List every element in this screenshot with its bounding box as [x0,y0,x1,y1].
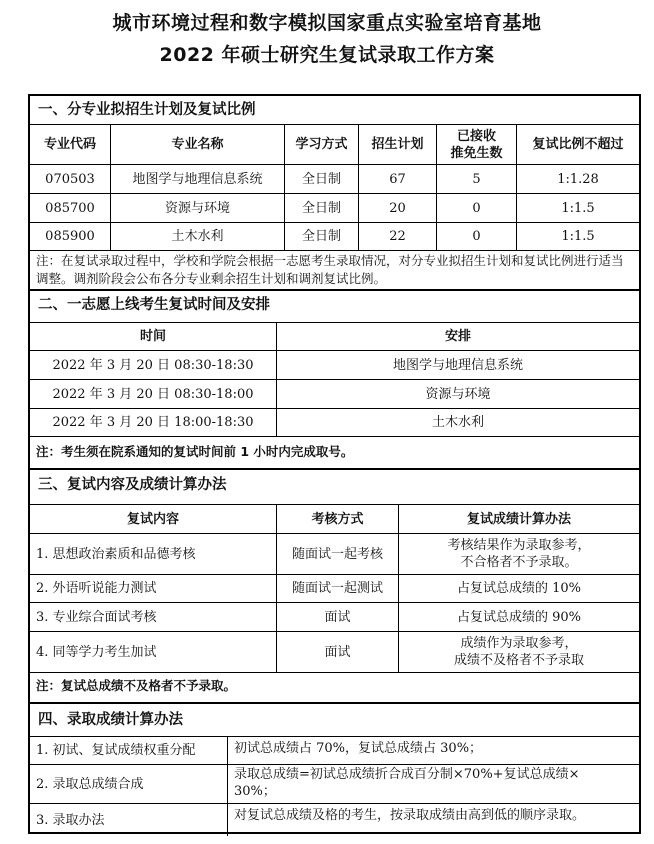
table-cell: 土木水利 [110,223,284,250]
header-cell: 复试成绩计算办法 [398,505,639,533]
table-cell: 1:1.28 [516,165,639,193]
section-title: 四、录取成绩计算办法 [38,712,183,728]
section-title: 一、分专业拟招生计划及复试比例 [38,102,256,118]
table-row [30,574,639,602]
table-cell: 4. 同等学力考生加试 [36,644,157,660]
header-cell: 考核方式 [276,505,398,533]
table-cell: 1. 思想政治素质和品德考核 [36,546,196,562]
header-cell: 学习方式 [284,125,358,164]
table-cell: 土木水利 [276,409,639,436]
cell-line: 成绩作为录取参考， [460,636,578,651]
table-row [30,803,639,836]
table-cell [398,534,639,574]
header-line: 已接收 [456,128,496,144]
table-cell [398,632,639,672]
table-cell: 67 [358,165,436,193]
table-cell: 1:1.5 [516,194,639,222]
note-row [30,436,639,470]
table-cell: 全日制 [284,223,358,250]
table-row [30,764,639,803]
table-row [30,379,639,408]
cell-line: 30%； [234,784,276,799]
header-cell: 专业代码 [43,137,96,152]
document-title-line2: 2022 年硕士研究生复试录取工作方案 [159,44,495,66]
section-title: 三、复试内容及成绩计算办法 [38,477,227,493]
table-cell: 初试总成绩占 70%，复试总成绩占 30%； [227,737,639,764]
table-cell: 1:1.5 [516,223,639,250]
table-row [30,736,639,764]
table-row [30,222,639,250]
table-cell: 2. 录取总成绩合成 [36,776,144,792]
table-cell: 0 [436,223,516,250]
table-cell: 资源与环境 [276,380,639,408]
cell-line: 成绩不及格者不予录取 [453,653,584,668]
table-cell: 面试 [276,603,398,631]
header-cell: 时间 [139,329,166,344]
table-cell: 占复试总成绩的 90% [398,603,639,631]
header-cell: 安排 [276,323,639,350]
table-cell: 3. 专业综合面试考核 [36,609,157,625]
table-header-row [30,124,639,164]
header-cell: 复试内容 [126,511,179,527]
header-cell: 招生计划 [358,125,436,164]
table-row [30,533,639,574]
table-cell: 占复试总成绩的 10% [398,575,639,602]
section-note: 注：在复试录取过程中，学校和学院会根据一志愿考生录取情况，对分专业拟招生计划和复试比例进行适当调整。调剂阶段会公布各分专业剩余招生计划和调剂复试比例。 [36,253,624,286]
table-cell: 085700 [45,200,95,216]
header-cell: 复试比例不超过 [516,125,639,164]
table-cell: 面试 [276,632,398,672]
table-row [30,602,639,631]
section-schedule [30,289,639,468]
table-cell: 全日制 [284,165,358,193]
table-cell: 22 [358,223,436,250]
section-note: 注：考生须在院系通知的复试时间前 1 小时内完成取号。 [36,444,354,459]
header-cell [436,125,516,164]
table-cell: 地图学与地理信息系统 [110,165,284,193]
table-cell: 资源与环境 [110,194,284,222]
table-cell: 0 [436,194,516,222]
table-row [30,193,639,222]
table-cell: 5 [436,165,516,193]
table-cell: 20 [358,194,436,222]
table-cell [227,765,639,803]
table-cell: 2022 年 3 月 20 日 18:00-18:30 [52,415,254,430]
section-quota [30,96,639,289]
table-cell: 全日制 [284,194,358,222]
table-row [30,631,639,672]
section-admission [30,702,639,834]
header-line: 推免生数 [450,145,503,161]
cell-line: 录取总成绩=初试总成绩折合成百分制×70%+复试总成绩× [234,767,580,782]
table-row [30,350,639,379]
section-interview [30,468,639,702]
table-cell: 对复试总成绩及格的考生，按录取成绩由高到低的顺序录取。 [227,804,639,836]
document-title-line1: 城市环境过程和数字模拟国家重点实验室培育基地 [112,12,542,34]
table-row [30,408,639,436]
table-cell: 2022 年 3 月 20 日 08:30-18:30 [52,357,254,373]
cell-line: 考核结果作为录取参考， [447,538,591,553]
note-row [30,250,639,289]
note-row [30,672,639,704]
table-cell: 085900 [45,229,95,244]
table-cell: 2. 外语听说能力测试 [36,581,157,596]
table-cell: 2022 年 3 月 20 日 08:30-18:00 [52,386,254,402]
table-cell: 地图学与地理信息系统 [276,351,639,379]
table-cell: 1. 初试、复试成绩权重分配 [36,743,196,758]
table-cell: 070503 [45,171,95,187]
table-header-row [30,504,639,533]
table-cell: 随面试一起考核 [276,534,398,574]
cell-line: 不合格者不予录取。 [460,555,578,570]
section-note: 注：复试总成绩不及格者不予录取。 [36,678,237,693]
table-cell: 3. 录取办法 [36,812,105,828]
plan-table [28,94,641,834]
header-cell: 专业名称 [110,125,284,164]
table-header-row [30,322,639,350]
table-cell: 随面试一起测试 [276,575,398,602]
section-title: 二、一志愿上线考生复试时间及安排 [38,297,270,313]
table-row [30,164,639,193]
